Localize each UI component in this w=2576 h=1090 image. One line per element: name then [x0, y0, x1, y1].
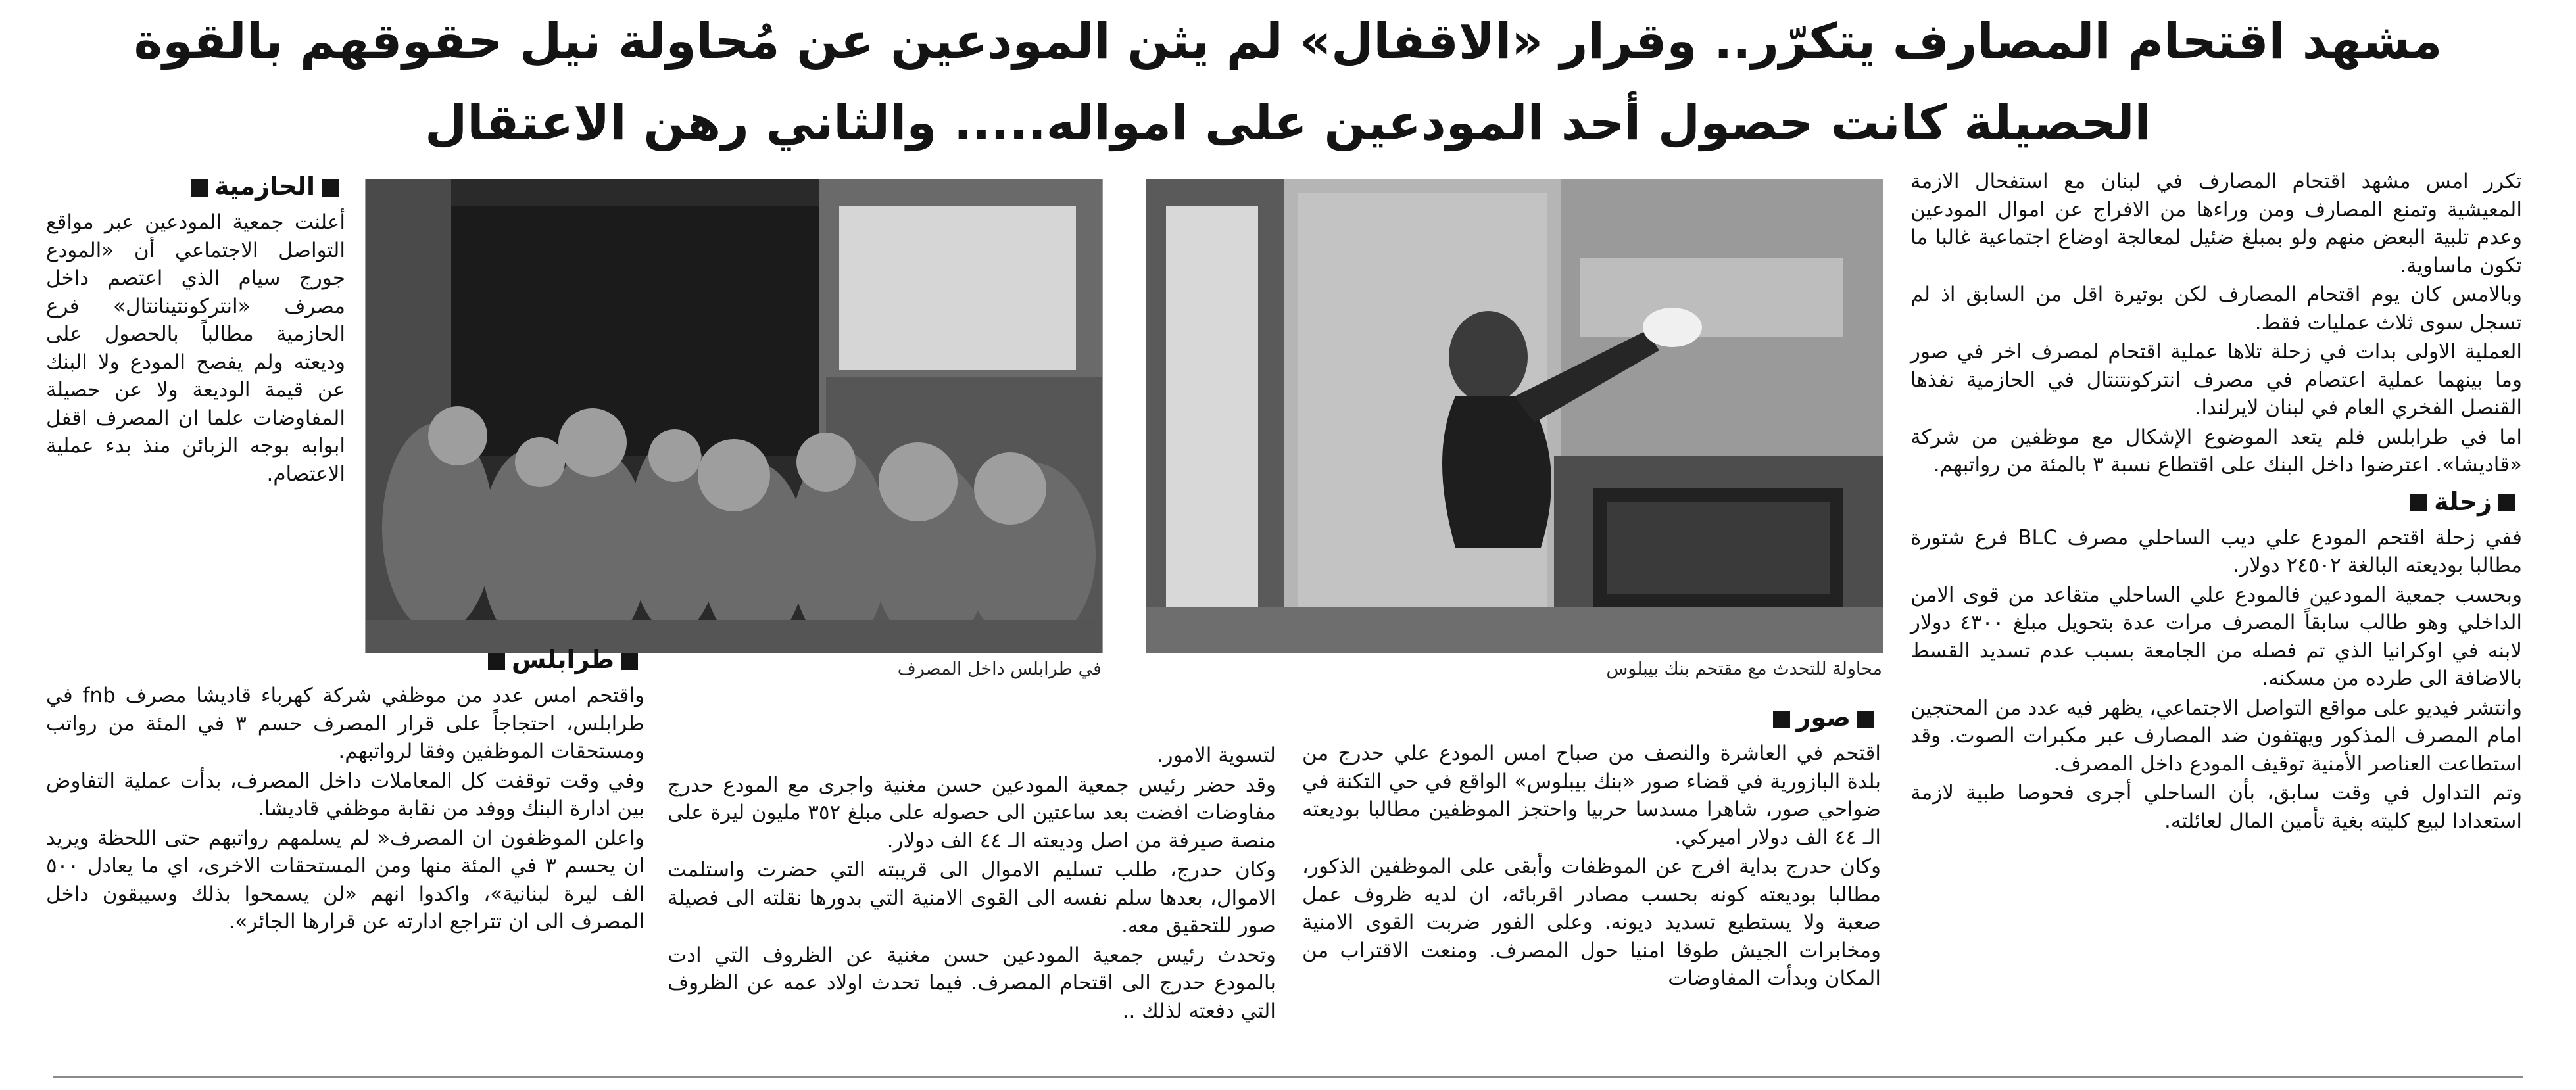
paragraph: اقتحم في العاشرة والنصف من صباح امس المودع علي حدرج من بلدة البازورية في قضاء صور «بنك بيبلوس» الواقع في حي التكنة في ضواحي صور، شاهرا مسدسا حربيا واحتجز الموظفين مطالبا بوديعته الـ ٤٤ الف دولار اميركي. — [1302, 742, 1881, 849]
bullet-square-icon — [488, 653, 505, 670]
bullet-square-icon — [1857, 711, 1874, 728]
paragraph: وكان حدرج بداية افرج عن الموظفات وأبقى على الموظفين الذكور، مطالبا بوديعته كونه بحسب مصادر اقربائه، ان لديه ظروف عمل صعبة ولا يستطيع تسديد ديونه. وعلى الفور ضربت القوى الامنية ومخابرات الجيش طوقا امنيا حول المصرف. ومنعت الاقتراب من المكان وبدأت المفاوضات — [1302, 855, 1881, 990]
paragraph: وتم التداول في وقت سابق، بأن الساحلي أجرى فحوصا طبية لازمة استعدادا لبيع كليته بغية تأمين المال لعائلته. — [1910, 781, 2522, 833]
bullet-square-icon — [322, 179, 339, 197]
photo-bank-byblos — [1146, 179, 1883, 653]
paragraph: تكرر امس مشهد اقتحام المصارف في لبنان مع استفحال الازمة المعيشية وتمنع المصارف ومن وراءها من الافراج عن اموال المودعين وعدم تلبية البعض منهم ولو بمبلغ ضئيل لمعالجة اوضاع اجتماعية غالبا ما تكون ماساوية. — [1910, 170, 2522, 277]
article-column-sour-continued — [668, 742, 1276, 1074]
paragraph: وتحدث رئيس جمعية المودعين حسن مغنية عن الظروف التي ادت بالمودع حدرج الى اقتحام المصرف. فيما تحدث اولاد عمه عن الظروف التي دفعته لذلك .. — [668, 943, 1276, 1023]
paragraph: أعلنت جمعية المودعين عبر مواقع التواصل الاجتماعي أن «المودع جورج سيام الذي اعتصم داخل مصرف «انتركونتينانتال» فرع الحازمية مطالباً بالحصول على وديعته ولم يفصح المودع ولا البنك عن قيمة الوديعة ولا عن حصيلة المفاوضات علما ان المصرف اقفل ابوابه بوجه الزبائن منذ بدء عملية الاعتصام. — [46, 210, 345, 486]
paragraph: واعلن الموظفون ان المصرف« لم يسلمهم رواتبهم حتى اللحظة ويريد ان يحسم ٣ في المئة منها ومن المستحقات الاخرى، اي ما يعادل ٥٠٠ الف ليرة لبنانية»، واكدوا انهم «لن يسمحوا بذلك وسيبقون داخل المصرف الى ان تتراجع ادارته عن قرارها الجائر». — [46, 826, 644, 934]
article-column-intro — [1910, 168, 2522, 1075]
paragraph: وبحسب جمعية المودعين فالمودع علي الساحلي متقاعد من قوى الامن الداخلي وهو طالب سابقاً المصرف مرات عدة بتحويل مبلغ ٤٣٠٠ دولار لابنه في اوكرانيا الذي تم فصله من الجامعة بسبب عدم تسديد القسط بالاضافة الى طرده من مسكنه. — [1910, 582, 2522, 690]
paragraph: ففي زحلة اقتحم المودع علي ديب الساحلي مصرف BLC فرع شتورة مطالبا بوديعته البالغة ٢٤٥٠٢ دولار. — [1910, 525, 2522, 577]
article-column-tripoli — [46, 641, 644, 1075]
paragraph: واقتحم امس عدد من موظفي شركة كهرباء قاديشا مصرف fnb في طرابلس، احتجاجاً على قرار المصرف حسم ٣ في المئة من رواتب ومستحقات الموظفين وفقا لرواتبهم. — [46, 684, 644, 763]
article-column-hazmieh — [46, 168, 345, 628]
section-heading-tripoli: طرابلس — [46, 641, 644, 678]
paragraph: العملية الاولى بدات في زحلة تلاها عملية اقتحام لمصرف اخر في صور وما بينهما عملية اعتصام في مصرف انتركونتنتال في الحازمية نفذها القنصل الفخري العام في لبنان لايرلندا. — [1910, 340, 2522, 419]
bullet-square-icon — [2410, 494, 2427, 511]
bullet-square-icon — [621, 653, 638, 670]
bullet-square-icon — [1773, 711, 1790, 728]
paragraph: وقد حضر رئيس جمعية المودعين حسن مغنية واجرى مع المودع حدرج مفاوضات افضت بعد ساعتين الى حصوله على مبلغ ٣٥٢ مليون ليرة على منصة صيرفة من اصل وديعته الـ ٤٤ الف دولار. — [668, 772, 1276, 853]
section-heading-hazmieh: الحازمية — [46, 168, 345, 204]
section-heading-sour: صور — [1302, 699, 1881, 736]
bottom-rule-divider — [53, 1076, 2523, 1078]
paragraph: اما في طرابلس فلم يتعد الموضوع الإشكال مع موظفين من شركة «قاديشا». اعترضوا داخل البنك على اقتطاع نسبة ٣ بالمئة من رواتبهم. — [1910, 425, 2522, 477]
bullet-square-icon — [2498, 494, 2515, 511]
paragraph: وفي وقت توقفت كل المعاملات داخل المصرف، بدأت عملية التفاوض بين ادارة البنك ووفد من نقابة موظفي قاديشا. — [46, 769, 644, 820]
photo-caption-1: محاولة للتحدث مع مقتحم بنك بيبلوس — [1606, 659, 1882, 679]
photo-caption-2: في طرابلس داخل المصرف — [897, 659, 1102, 679]
paragraph: لتسوية الامور. — [1156, 744, 1276, 767]
headline-line-1: مشهد اقتحام المصارف يتكرّر.. وقرار «الاقفال» لم يثن المودعين عن مُحاولة نيل حقوقهم بالقوة — [134, 13, 2442, 70]
bullet-square-icon — [191, 179, 208, 197]
paragraph: وانتشر فيديو على مواقع التواصل الاجتماعي، يظهر فيه عدد من المحتجين امام المصرف المذكور ويهتفون ضد المصارف عبر مكبرات الصوت. وقد استطاعت العناصر الأمنية توقيف المودع داخل المصرف. — [1910, 696, 2522, 776]
photo-tripoli-bank — [365, 179, 1103, 653]
headline-line-2: الحصيلة كانت حصول أحد المودعين على امواله..... والثاني رهن الاعتقال — [425, 95, 2151, 151]
paragraph: وكان حدرج، طلب تسليم الاموال الى قريبته التي حضرت واستلمت الاموال، بعدها سلم نفسه الى القوى الامنية التي بدورها نقلته الى فصيلة صور للتحقيق معه. — [668, 858, 1276, 937]
section-heading-zahle: زحلة — [1910, 483, 2522, 520]
paragraph: وبالامس كان يوم اقتحام المصارف لكن بوتيرة اقل من السابق اذ لم تسجل سوى ثلاث عمليات فقط. — [1910, 283, 2522, 335]
article-column-sour — [1302, 699, 1881, 1074]
